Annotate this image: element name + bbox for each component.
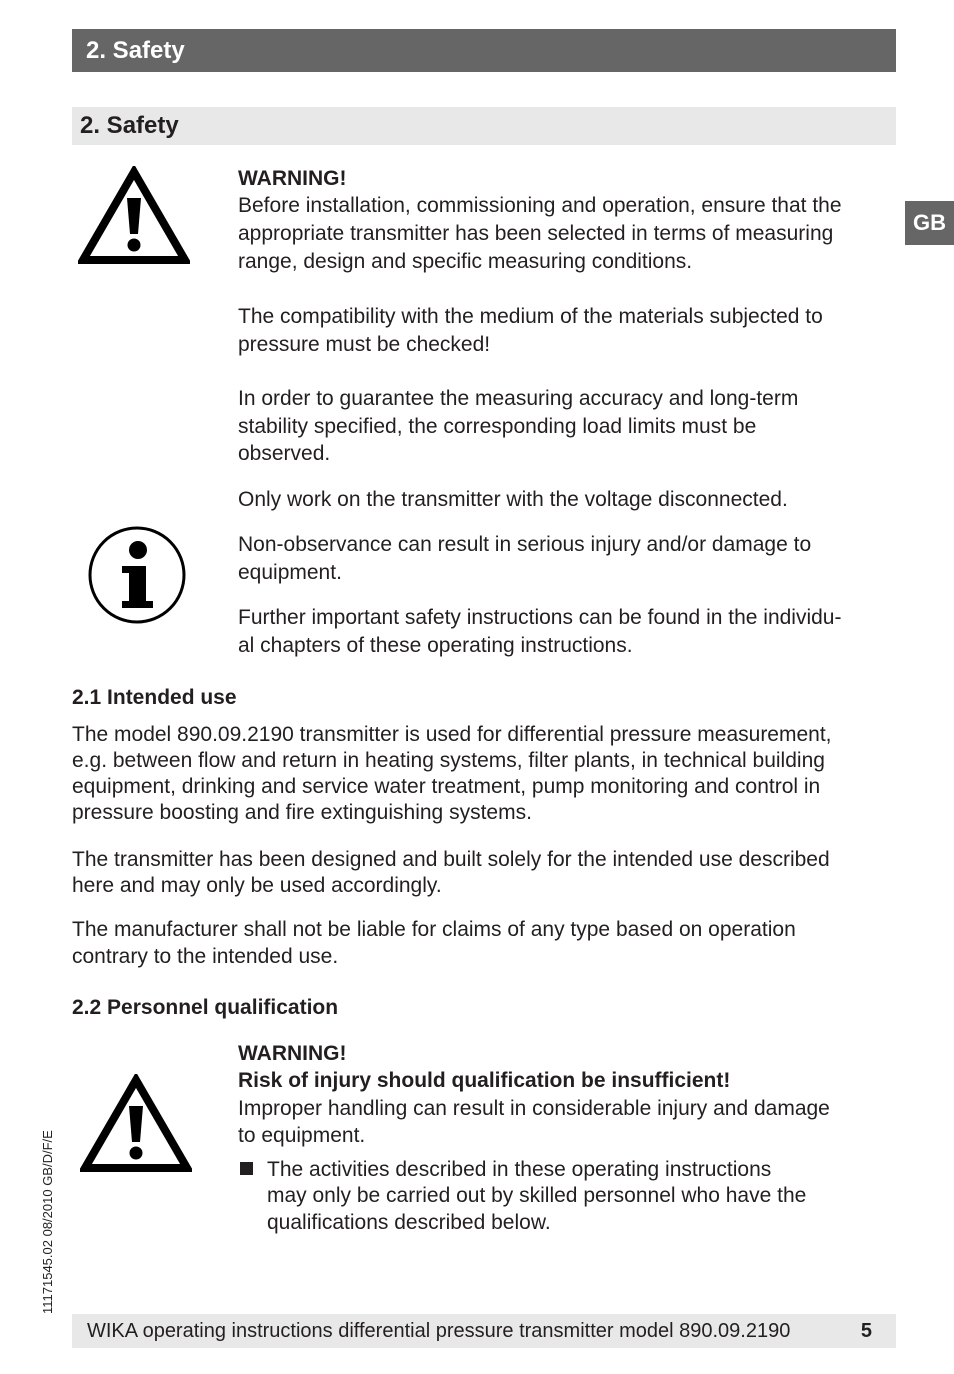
page-header: 2. Safety [72, 29, 896, 72]
warning-title: WARNING! [238, 1042, 347, 1065]
page-footer [72, 1314, 896, 1348]
language-tab[interactable]: GB [905, 201, 954, 245]
warning-subtitle: Risk of injury should qualification be insufficient! [238, 1069, 731, 1092]
page-number: 5 [860, 1320, 872, 1342]
liability-text-line: contrary to the intended use. [72, 945, 339, 968]
warning-text-line: range, design and specific measuring conditions. [238, 250, 693, 273]
warning-icon [80, 1074, 192, 1174]
section-title: 2. Safety [72, 107, 896, 145]
bullet-square-icon [240, 1162, 253, 1175]
intended-use-text-line: The model 890.09.2190 transmitter is used for differential pressure measurement, [72, 723, 832, 746]
intended-use-text-line: The transmitter has been designed and built solely for the intended use described [72, 848, 830, 871]
warning-title: WARNING! [238, 167, 347, 190]
intended-use-text-line: e.g. between flow and return in heating systems, filter plants, in technical building [72, 749, 825, 772]
bullet-text-line: may only be carried out by skilled personnel who have the [267, 1184, 807, 1207]
voltage-text: Only work on the transmitter with the voltage disconnected. [238, 488, 788, 511]
further-instructions-line: al chapters of these operating instructions. [238, 634, 633, 657]
warning-icon [78, 166, 190, 266]
info-icon [86, 524, 188, 626]
intended-use-text-line: here and may only be used accordingly. [72, 874, 442, 897]
bullet-text-line: qualifications described below. [267, 1211, 551, 1234]
compatibility-text-line: pressure must be checked! [238, 333, 491, 356]
footer-text: WIKA operating instructions differential pressure transmitter model 890.09.2190 [87, 1320, 791, 1342]
non-observance-text-line: equipment. [238, 561, 342, 584]
handling-text-line: to equipment. [238, 1124, 366, 1147]
handling-text-line: Improper handling can result in considerable injury and damage [238, 1097, 830, 1120]
warning-text-line: Before installation, commissioning and operation, ensure that the [238, 194, 842, 217]
non-observance-text-line: Non-observance can result in serious injury and/or damage to [238, 533, 812, 556]
liability-text-line: The manufacturer shall not be liable for claims of any type based on operation [72, 918, 796, 941]
intended-use-heading: 2.1 Intended use [72, 686, 237, 709]
accuracy-text-line: observed. [238, 442, 331, 465]
further-instructions-line: Further important safety instructions can be found in the individu- [238, 606, 842, 629]
bullet-text-line: The activities described in these operating instructions [267, 1158, 772, 1181]
document-number: 11171545.02 08/2010 GB/D/F/E [40, 1130, 55, 1314]
intended-use-text-line: equipment, drinking and service water treatment, pump monitoring and control in [72, 775, 821, 798]
intended-use-text-line: pressure boosting and fire extinguishing systems. [72, 801, 532, 824]
accuracy-text-line: stability specified, the corresponding load limits must be [238, 415, 757, 438]
warning-text-line: appropriate transmitter has been selected in terms of measuring [238, 222, 834, 245]
personnel-heading: 2.2 Personnel qualification [72, 996, 339, 1019]
accuracy-text-line: In order to guarantee the measuring accuracy and long-term [238, 387, 799, 410]
compatibility-text-line: The compatibility with the medium of the materials subjected to [238, 305, 823, 328]
